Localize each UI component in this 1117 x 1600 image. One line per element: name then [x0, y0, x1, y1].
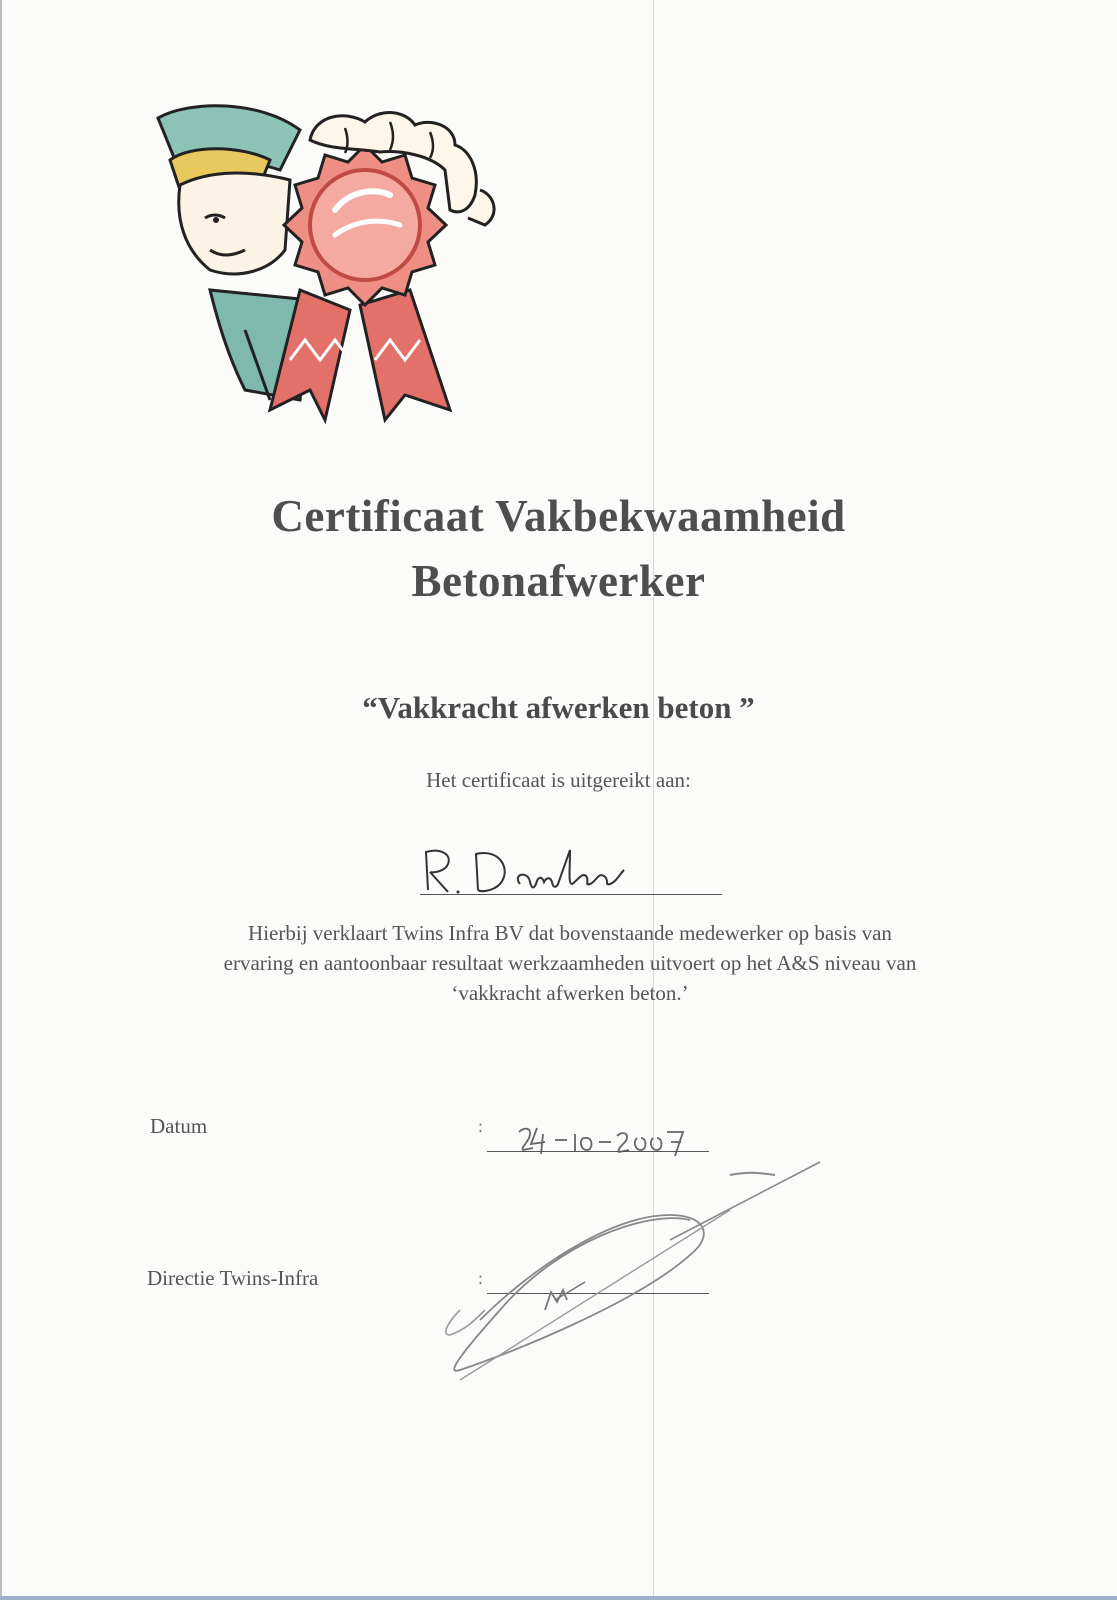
director-colon: : [478, 1268, 484, 1288]
certificate-statement [140, 918, 1000, 1008]
statement-line-1: Hierbij verklaart Twins Infra BV dat bovenstaande medewerker op basis van [248, 921, 892, 945]
certificate-subtitle: “Vakkracht afwerken beton ” [362, 690, 755, 725]
date-colon: : [478, 1116, 484, 1136]
recipient-underline [420, 894, 722, 895]
issued-to-text: Het certificaat is uitgereikt aan: [426, 768, 691, 792]
director-label: Directie Twins-Infra [147, 1266, 319, 1290]
award-clipart [150, 100, 510, 440]
recipient-name-handwritten [420, 840, 650, 900]
paper-left-edge [0, 0, 2, 1600]
certificate-title-line2: Betonafwerker [411, 556, 706, 606]
certificate-title-line1: Certificaat Vakbekwaamheid [271, 491, 846, 541]
date-label: Datum [150, 1114, 208, 1138]
statement-line-3: ‘vakkracht afwerken beton.’ [451, 981, 689, 1005]
scan-bottom-edge [0, 1596, 1117, 1600]
statement-line-2: ervaring en aantoonbaar resultaat werkzaamheden uitvoert op het A&S niveau van [223, 951, 917, 975]
date-underline [487, 1151, 709, 1152]
director-signature [440, 1160, 835, 1400]
